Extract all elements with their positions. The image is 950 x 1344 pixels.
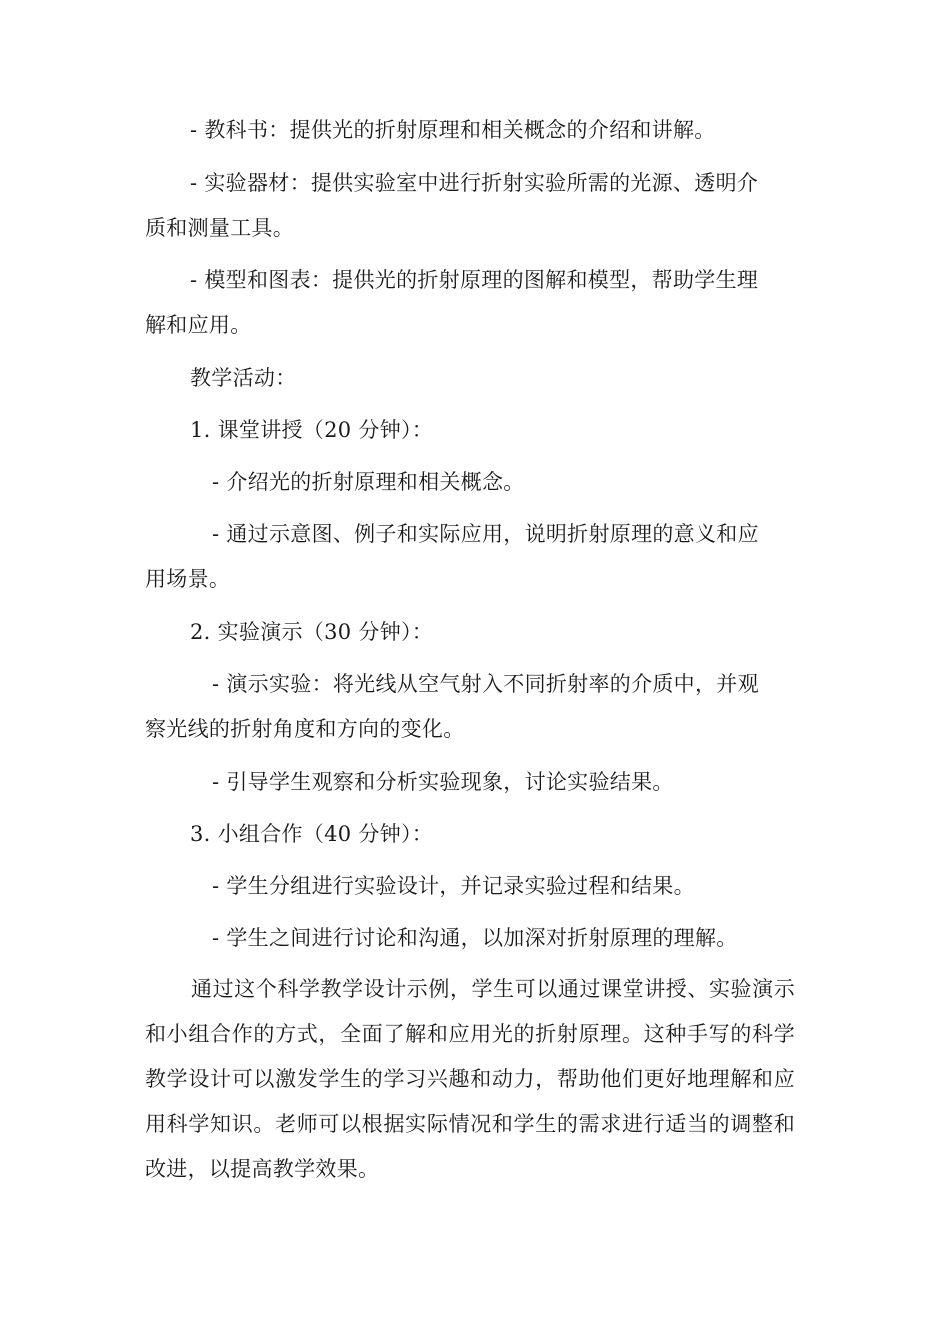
activity-2-point-1-line2: 察光线的折射角度和方向的变化。 xyxy=(145,717,465,741)
resource-models-line1: - 模型和图表：提供光的折射原理的图解和模型，帮助学生理 xyxy=(190,268,759,292)
activity-2-point-1-line1: - 演示实验：将光线从空气射入不同折射率的介质中，并观 xyxy=(212,672,759,696)
resource-textbook: - 教科书：提供光的折射原理和相关概念的介绍和讲解。 xyxy=(190,118,716,142)
activity-1-point-2-line2: 用场景。 xyxy=(145,567,231,591)
activity-3-point-1: - 学生分组进行实验设计，并记录实验过程和结果。 xyxy=(212,874,695,898)
activity-1-point-1: - 介绍光的折射原理和相关概念。 xyxy=(212,470,525,494)
activity-2-point-2: - 引导学生观察和分析实验现象，讨论实验结果。 xyxy=(212,770,674,794)
conclusion-paragraph: 通过这个科学教学设计示例，学生可以通过课堂讲授、实验演示和小组合作的方式，全面了解和应用光的折射原理。这种手写的科学教学设计可以激发学生的学习兴趣和动力，帮助他们更好地理解和应用科学知识。老师可以根据实际情况和学生的需求进行适当的调整和改进，以提高教学效果。 xyxy=(145,977,795,1181)
resource-equipment-line1: - 实验器材：提供实验室中进行折射实验所需的光源、透明介 xyxy=(190,171,759,195)
activity-2-title: 2. 实验演示（30 分钟）： xyxy=(190,620,434,644)
resource-models-line2: 解和应用。 xyxy=(145,313,252,337)
activity-3-point-2: - 学生之间进行讨论和沟通，以加深对折射原理的理解。 xyxy=(212,926,738,950)
activity-3-title: 3. 小组合作（40 分钟）： xyxy=(190,822,434,846)
activities-heading: 教学活动： xyxy=(190,366,297,390)
resource-equipment-line2: 质和测量工具。 xyxy=(145,216,295,240)
activity-1-point-2-line1: - 通过示意图、例子和实际应用，说明折射原理的意义和应 xyxy=(212,522,759,546)
activity-1-title: 1. 课堂讲授（20 分钟）： xyxy=(190,418,434,442)
